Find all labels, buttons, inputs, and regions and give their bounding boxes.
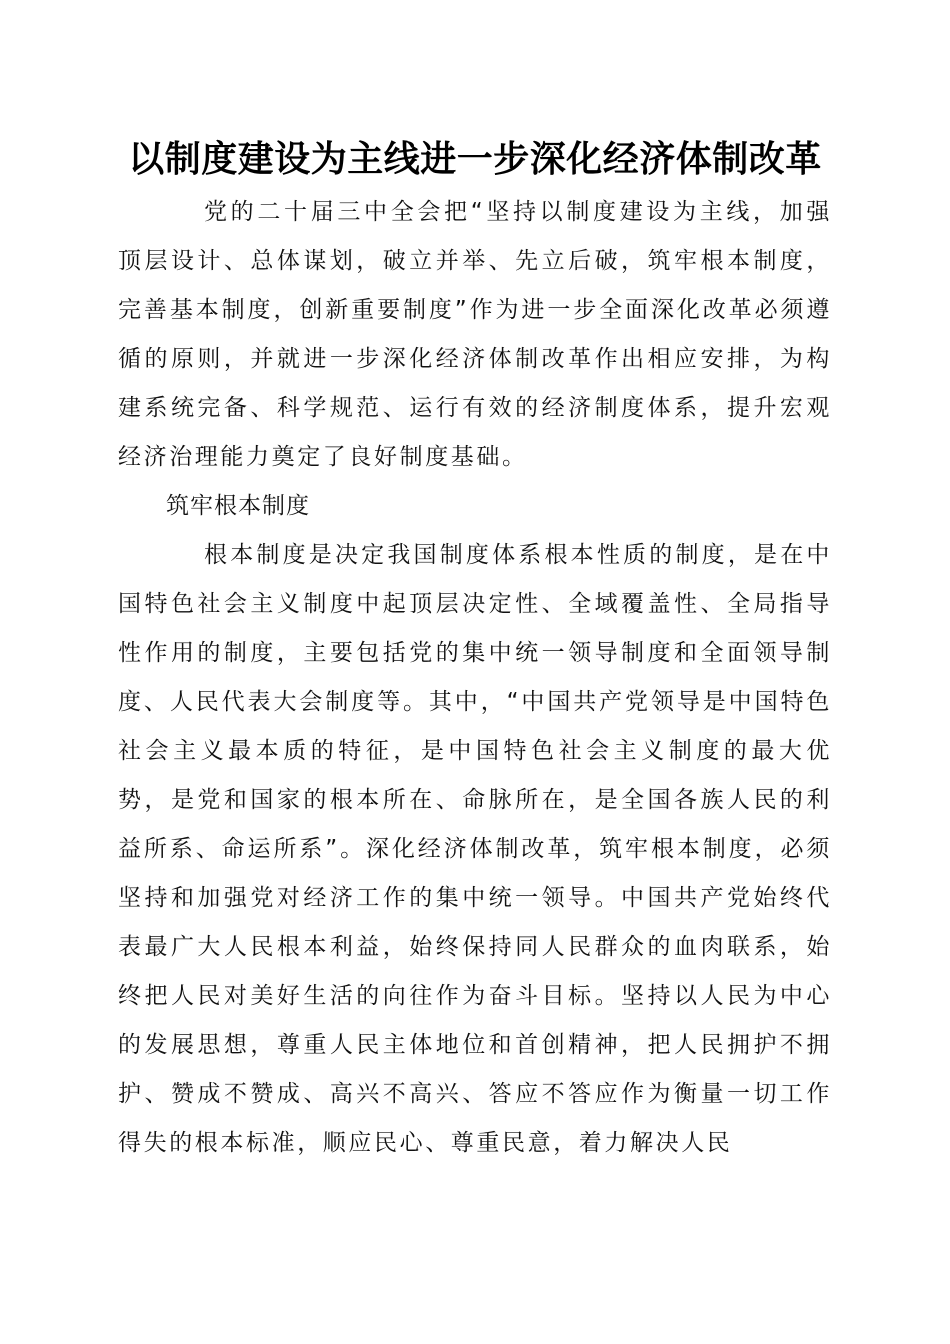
document-title: 以制度建设为主线进一步深化经济体制改革 bbox=[128, 138, 822, 180]
intro-paragraph: 党的二十届三中全会把“坚持以制度建设为主线，加强顶层设计、总体谋划，破立并举、先立后破，筑牢根本制度，完善基本制度，创新重要制度”作为进一步全面深化改革必须遵循的原则，并就进一步深化经济体制改革作出相应安排，为构建系统完备、科学规范、运行有效的经济制度体系，提升宏观经济治理能力奠定了良好制度基础。 bbox=[118, 199, 832, 470]
document-body bbox=[118, 132, 832, 1168]
section-paragraph: 根本制度是决定我国制度体系根本性质的制度，是在中国特色社会主义制度中起顶层决定性、全域覆盖性、全局指导性作用的制度，主要包括党的集中统一领导制度和全面领导制度、人民代表大会制度等。其中，“中国共产党领导是中国特色社会主义最本质的特征，是中国特色社会主义制度的最大优势，是党和国家的根本所在、命脉所在，是全国各族人民的利益所系、命运所系”。深化经济体制改革，筑牢根本制度，必须坚持和加强党对经济工作的集中统一领导。中国共产党始终代表最广大人民根本利益，始终保持同人民群众的血肉联系，始终把人民对美好生活的向往作为奋斗目标。坚持以人民为中心的发展思想，尊重人民主体地位和首创精神，把人民拥护不拥护、赞成不赞成、高兴不高兴、答应不答应作为衡量一切工作得失的根本标准，顺应民心、尊重民意，着力解决人民 bbox=[118, 542, 832, 1156]
section-heading: 筑牢根本制度 bbox=[166, 493, 310, 519]
